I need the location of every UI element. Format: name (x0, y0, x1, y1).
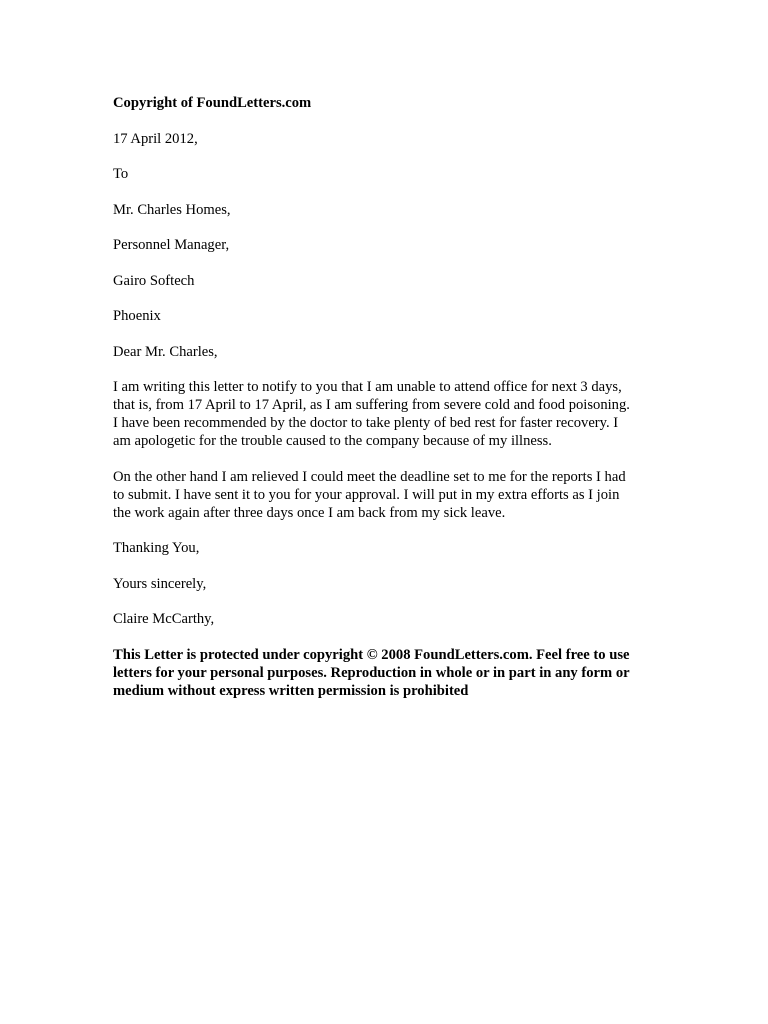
notice-line: medium without express written permission is prohibited (113, 682, 469, 699)
notice-line: This Letter is protected under copyright © 2008 FoundLetters.com. Feel free to use (113, 646, 630, 663)
paragraph-line: On the other hand I am relieved I could meet the deadline set to me for the reports I had (113, 468, 626, 485)
letter-date: 17 April 2012, (113, 130, 198, 147)
copyright-notice (113, 646, 673, 700)
body-paragraph-2 (113, 468, 673, 522)
copyright-title: Copyright of FoundLetters.com (113, 95, 312, 111)
body-paragraph-1 (113, 378, 673, 450)
paragraph-line: I have been recommended by the doctor to take plenty of bed rest for faster recovery. I (113, 415, 619, 431)
notice-line: letters for your personal purposes. Reproduction in whole or in part in any form or (113, 664, 630, 681)
thanks-line: Thanking You, (113, 540, 200, 556)
paragraph-line: that is, from 17 April to 17 April, as I am suffering from severe cold and food poisoning. (113, 397, 630, 413)
salutation: Dear Mr. Charles, (113, 343, 218, 360)
letter-page (113, 94, 673, 717)
recipient-name: Mr. Charles Homes, (113, 201, 231, 218)
paragraph-line: the work again after three days once I am back from my sick leave. (113, 504, 506, 521)
recipient-title: Personnel Manager, (113, 237, 230, 253)
paragraph-line: I am writing this letter to notify to you that I am unable to attend office for next 3 days, (113, 379, 622, 395)
closing-line: Yours sincerely, (113, 575, 207, 592)
paragraph-line: to submit. I have sent it to you for your approval. I will put in my extra efforts as I join (113, 486, 620, 503)
paragraph-line: am apologetic for the trouble caused to the company because of my illness. (113, 433, 552, 449)
to-label: To (113, 166, 129, 182)
city-name: Phoenix (113, 308, 161, 324)
company-name: Gairo Softech (113, 272, 195, 289)
signature-name: Claire McCarthy, (113, 611, 215, 627)
